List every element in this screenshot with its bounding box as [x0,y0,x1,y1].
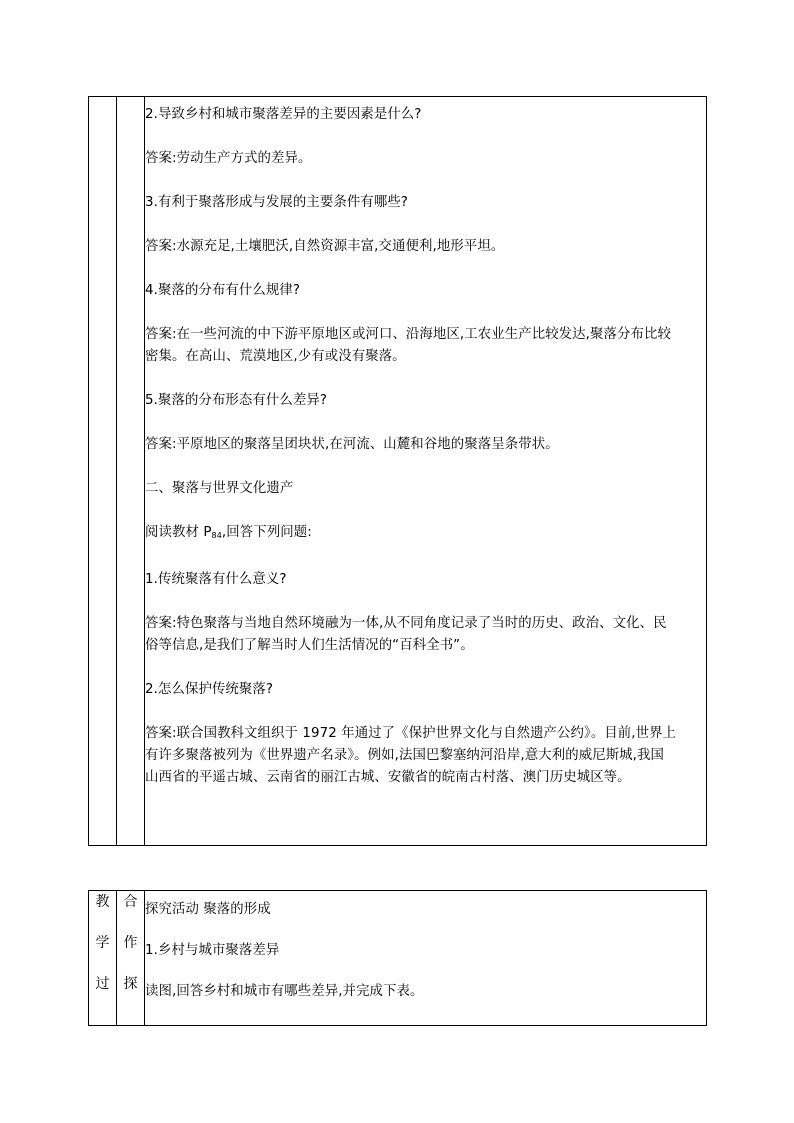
answer-heritage-2-line2: 有许多聚落被列为《世界遗产名录》。例如,法国巴黎塞纳河沿岸,意大利的威尼斯城,我国 [145,748,665,763]
question-heritage-1: 1.传统聚落有什么意义? [145,572,287,587]
answer-4-line1: 答案:在一些河流的中下游平原地区或河口、沿海地区,工农业生产比较发达,聚落分布比较 [145,327,671,342]
method-char: 合 [123,894,138,910]
activity-instruction: 读图,回答乡村和城市有哪些差异,并完成下表。 [145,984,424,999]
method-char: 探 [123,976,138,992]
stage-label-column [89,891,117,1026]
stage-char: 过 [95,976,110,992]
method-char: 作 [123,935,138,951]
method-label-column [117,891,145,1026]
answer-heritage-1-line2: 俗等信息,是我们了解当时人们生活情况的“百科全书”。 [145,638,474,653]
activity-item-1: 1.乡村与城市聚落差异 [145,943,280,958]
question-2: 2.导致乡村和城市聚落差异的主要因素是什么? [145,107,422,122]
answer-heritage-1-line1: 答案:特色聚落与当地自然环境融为一体,从不同角度记录了当时的历史、政治、文化、民 [145,616,667,631]
question-5: 5.聚落的分布形态有什么差异? [145,393,328,408]
question-heritage-2: 2.怎么保护传统聚落? [145,682,274,697]
lesson-table-continued [88,96,707,846]
answer-2: 答案:劳动生产方式的差异。 [145,151,312,166]
answer-heritage-2-line3: 山西省的平遥古城、云南省的丽江古城、安徽省的皖南古村落、澳门历史城区等。 [145,770,631,785]
answer-heritage-2-line1: 答案:联合国教科文组织于 1972 年通过了《保护世界文化与自然遗产公约》。目前,世界上 [145,726,677,741]
stage-column [89,97,117,846]
question-4: 4.聚落的分布有什么规律? [145,283,301,298]
stage-char: 学 [95,935,110,951]
stage-char: 教 [95,894,110,910]
lesson-table-process [88,890,707,1026]
process-content [145,891,707,1026]
reading-instruction: 阅读教材 $P_{84}$,回答下列问题: [145,525,312,540]
section-heading-2: 二、聚落与世界文化遗产 [145,481,294,496]
answer-4-line2: 密集。在高山、荒漠地区,少有或没有聚落。 [145,349,406,364]
answer-5: 答案:平原地区的聚落呈团块状,在河流、山麓和谷地的聚落呈条带状。 [145,437,559,452]
activity-title: 探究活动 聚落的形成 [145,902,271,917]
question-3: 3.有利于聚落形成与发展的主要条件有哪些? [145,195,409,210]
answer-3: 答案:水源充足,土壤肥沃,自然资源丰富,交通便利,地形平坦。 [145,239,505,254]
method-column [117,97,145,846]
content-column [145,97,707,846]
